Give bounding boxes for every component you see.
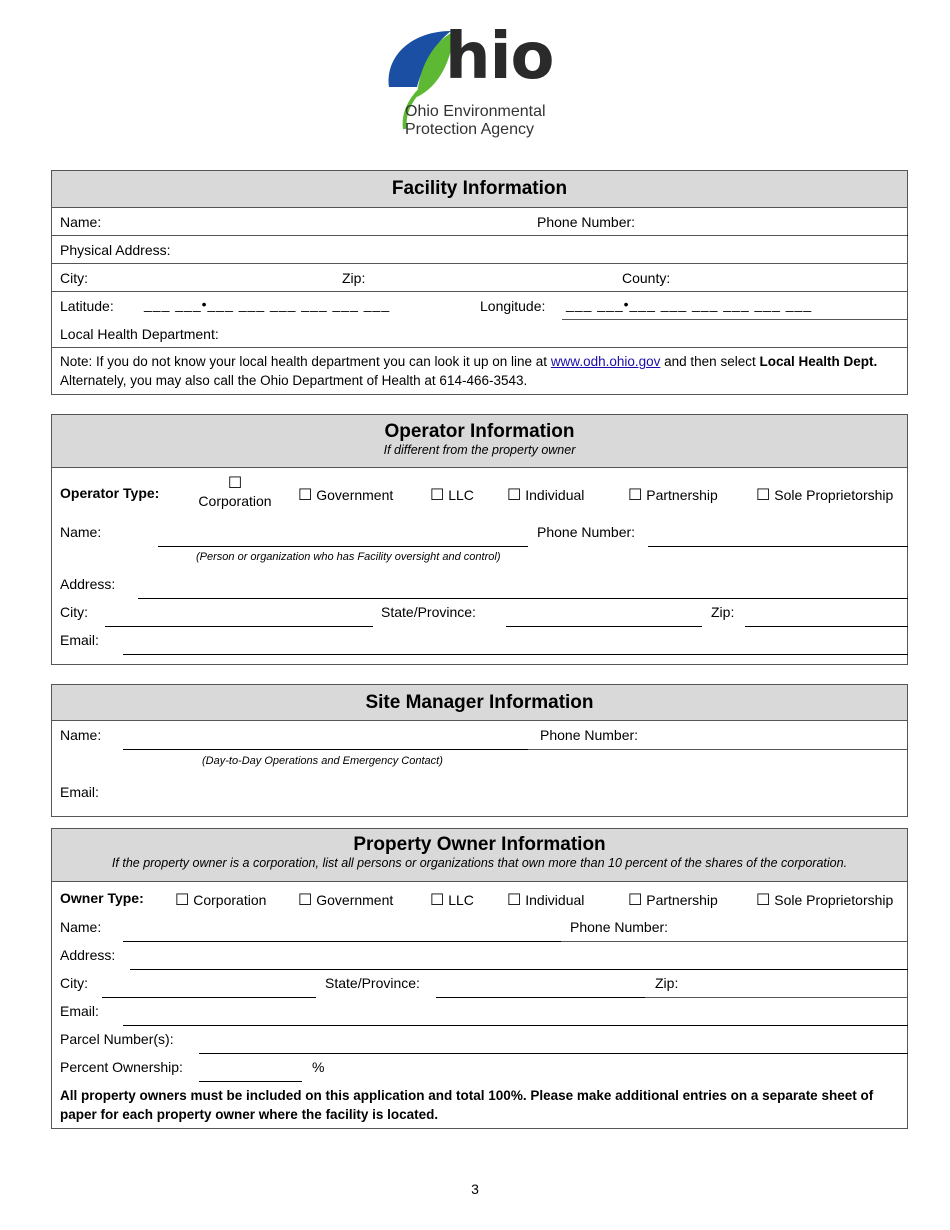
health-dept-label: Local Health Department: — [60, 326, 219, 342]
owner-address-label: Address: — [60, 947, 116, 963]
site-manager-name-hint: (Day-to-Day Operations and Emergency Contact) — [202, 755, 443, 767]
row-divider — [562, 319, 907, 320]
operator-city-label: City: — [60, 604, 88, 620]
facility-address-label: Physical Address: — [60, 242, 171, 258]
facility-city-label: City: — [60, 270, 88, 286]
page-number: 3 — [471, 1181, 479, 1197]
operator-type-government[interactable]: ☐ Government — [298, 487, 394, 504]
latitude-field[interactable]: ___ ___•___ ___ ___ ___ ___ ___ — [144, 296, 391, 312]
operator-type-llc[interactable]: ☐ LLC — [430, 487, 474, 504]
site-manager-name-label: Name: — [60, 727, 102, 743]
checkbox-icon[interactable]: ☐ — [227, 475, 243, 492]
owner-type-corporation[interactable]: ☐ Corporation — [175, 892, 267, 909]
owner-type-individual[interactable]: ☐ Individual — [507, 892, 585, 909]
owner-phone-label: Phone Number: — [570, 919, 669, 935]
row-divider — [52, 291, 907, 292]
longitude-label: Longitude: — [480, 298, 546, 314]
site-manager-header — [52, 685, 907, 721]
operator-zip-field[interactable] — [745, 626, 908, 627]
parcel-field[interactable] — [199, 1053, 908, 1054]
facility-county-label: County: — [622, 270, 671, 286]
operator-header — [52, 415, 907, 468]
operator-state-field[interactable] — [506, 626, 702, 627]
operator-title: Operator Information — [384, 421, 575, 442]
property-owner-section — [51, 828, 908, 1129]
owner-state-label: State/Province: — [325, 975, 420, 991]
operator-email-label: Email: — [60, 632, 99, 648]
checkbox-icon[interactable]: ☐ — [756, 487, 771, 504]
operator-type-partnership[interactable]: ☐ Partnership — [628, 487, 718, 504]
facility-name-label: Name: — [60, 214, 102, 230]
checkbox-icon[interactable]: ☐ — [298, 892, 313, 909]
checkbox-icon[interactable]: ☐ — [430, 892, 445, 909]
operator-type-label: Operator Type: — [60, 485, 160, 501]
operator-type-individual[interactable]: ☐ Individual — [507, 487, 585, 504]
percent-sign: % — [312, 1059, 325, 1075]
row-divider — [528, 749, 908, 750]
checkbox-icon[interactable]: ☐ — [298, 487, 313, 504]
longitude-field[interactable]: ___ ___•___ ___ ___ ___ ___ ___ — [566, 296, 813, 312]
owner-type-label: Owner Type: — [60, 890, 144, 906]
site-manager-phone-label: Phone Number: — [540, 727, 639, 743]
checkbox-icon[interactable]: ☐ — [628, 487, 643, 504]
operator-email-field[interactable] — [123, 654, 908, 655]
checkbox-icon[interactable]: ☐ — [507, 487, 522, 504]
property-owner-title: Property Owner Information — [353, 834, 606, 855]
facility-phone-label: Phone Number: — [537, 214, 636, 230]
checkbox-icon[interactable]: ☐ — [175, 892, 190, 909]
health-dept-note: Note: If you do not know your local health department you can look it up on line at www.odh.ohio.gov and then select Local Health Dept. Alternately, you may also call the Ohio Department of Health at 614-466-3543. — [60, 354, 878, 388]
property-owner-subtitle: If the property owner is a corporation, list all persons or organizations that own more than 10 percent of the shares of the corporation. — [111, 856, 848, 870]
owner-name-label: Name: — [60, 919, 102, 935]
site-manager-name-field[interactable] — [123, 749, 528, 750]
owner-address-field[interactable] — [130, 969, 908, 970]
parcel-label: Parcel Number(s): — [60, 1031, 174, 1047]
facility-header — [52, 171, 907, 208]
facility-title: Facility Information — [391, 178, 568, 199]
site-manager-section — [51, 684, 908, 817]
facility-section — [51, 170, 908, 395]
operator-section — [51, 414, 908, 665]
row-divider — [52, 235, 907, 236]
owner-email-field[interactable] — [123, 1025, 908, 1026]
checkbox-icon[interactable]: ☐ — [507, 892, 522, 909]
row-divider — [561, 941, 908, 942]
checkbox-icon[interactable]: ☐ — [430, 487, 445, 504]
operator-address-label: Address: — [60, 576, 116, 592]
owner-type-government[interactable]: ☐ Government — [298, 892, 394, 909]
owner-email-label: Email: — [60, 1003, 99, 1019]
property-owner-header — [52, 829, 907, 882]
logo-line-1: Ohio Environmental — [405, 103, 546, 120]
owner-city-field[interactable] — [102, 997, 316, 998]
percent-field[interactable] — [199, 1081, 302, 1082]
operator-type-corporation[interactable]: ☐ Corporation — [195, 473, 275, 509]
percent-label: Percent Ownership: — [60, 1059, 183, 1075]
site-manager-title: Site Manager Information — [365, 692, 594, 713]
checkbox-icon[interactable]: ☐ — [628, 892, 643, 909]
owner-city-label: City: — [60, 975, 88, 991]
row-divider — [52, 263, 907, 264]
owner-type-partnership[interactable]: ☐ Partnership — [628, 892, 718, 909]
operator-state-label: State/Province: — [381, 604, 476, 620]
operator-zip-label: Zip: — [711, 604, 735, 620]
owner-state-field[interactable] — [436, 997, 645, 998]
operator-name-hint: (Person or organization who has Facility oversight and control) — [196, 551, 501, 563]
logo-line-2: Protection Agency — [405, 121, 534, 138]
owner-footer-note: All property owners must be included on this application and total 100%. Please make additional entries on a separate sheet of paper for each property owner where the facility is located. — [60, 1088, 874, 1122]
operator-name-field[interactable] — [158, 546, 528, 547]
row-divider — [52, 347, 907, 348]
operator-phone-label: Phone Number: — [537, 524, 636, 540]
site-manager-email-label: Email: — [60, 784, 99, 800]
owner-name-field[interactable] — [123, 941, 561, 942]
operator-name-label: Name: — [60, 524, 102, 540]
operator-city-field[interactable] — [105, 626, 373, 627]
row-divider — [645, 997, 908, 998]
logo-wordmark: hio — [445, 20, 554, 94]
odh-link[interactable]: www.odh.ohio.gov — [550, 354, 661, 369]
operator-subtitle: If different from the property owner — [383, 443, 576, 457]
operator-type-sole[interactable]: ☐ Sole Proprietorship — [756, 487, 894, 504]
ohio-epa-logo — [383, 20, 573, 143]
operator-phone-field[interactable] — [648, 546, 908, 547]
operator-address-field[interactable] — [138, 598, 908, 599]
owner-type-sole[interactable]: ☐ Sole Proprietorship — [756, 892, 894, 909]
owner-zip-label: Zip: — [655, 975, 679, 991]
latitude-label: Latitude: — [60, 298, 114, 314]
owner-type-llc[interactable]: ☐ LLC — [430, 892, 474, 909]
facility-zip-label: Zip: — [342, 270, 366, 286]
checkbox-icon[interactable]: ☐ — [756, 892, 771, 909]
